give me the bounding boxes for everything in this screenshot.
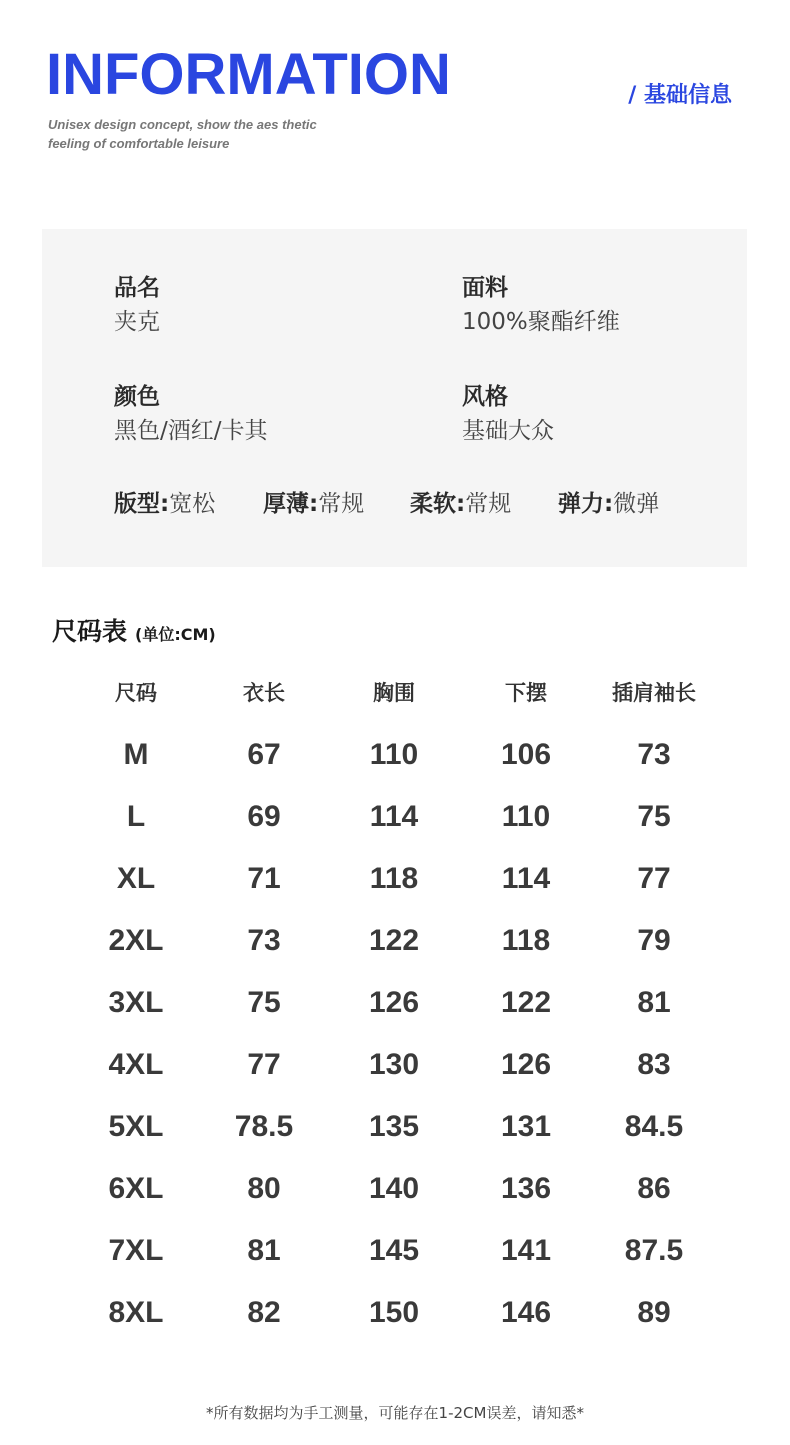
cell-hem: 141: [500, 1234, 552, 1267]
page-subtitle: / 基础信息: [628, 83, 732, 108]
cell-hem: 118: [501, 924, 551, 957]
cell-length: 82: [247, 1296, 281, 1329]
cell-hem: 110: [501, 800, 551, 833]
attribute-label: 厚薄:: [263, 491, 319, 517]
cell-size: 5XL: [108, 1110, 164, 1143]
tagline-line-1: Unisex design concept, show the aes thetic: [48, 117, 317, 132]
color-value: 黑色/酒红/卡其: [114, 418, 268, 444]
product-info-panel: [42, 229, 747, 567]
table-body: [70, 724, 720, 1344]
table-row: [70, 1034, 720, 1096]
attribute-value: 宽松: [169, 491, 216, 517]
cell-sleeve: 83: [637, 1048, 671, 1081]
cell-size: L: [126, 800, 146, 833]
cell-length: 71: [247, 862, 281, 895]
measurement-footnote: *所有数据均为手工测量，可能存在1-2CM误差，请知悉*: [206, 1404, 584, 1422]
table-row: [70, 786, 720, 848]
product-name-value: 夹克: [114, 309, 160, 335]
cell-chest: 126: [368, 986, 420, 1019]
cell-hem: 122: [500, 986, 552, 1019]
table-row: [70, 1220, 720, 1282]
cell-sleeve: 79: [637, 924, 671, 957]
attribute-fit: [114, 485, 215, 518]
size-chart-title: 尺码表: [52, 617, 128, 646]
table-row: [70, 1158, 720, 1220]
cell-size: M: [123, 738, 149, 771]
cell-hem: 131: [500, 1110, 552, 1143]
cell-length: 80: [247, 1172, 281, 1205]
fabric-label: 面料: [462, 275, 508, 301]
attribute-label: 柔软:: [410, 491, 466, 517]
fabric-value: 100%聚酯纤维: [462, 309, 620, 335]
cell-sleeve: 81: [637, 986, 671, 1019]
cell-sleeve: 77: [637, 862, 671, 895]
table-header-row: [70, 662, 720, 724]
cell-length: 78.5: [234, 1110, 294, 1143]
cell-chest: 150: [368, 1296, 420, 1329]
table-row: [70, 1282, 720, 1344]
cell-hem: 146: [500, 1296, 552, 1329]
fabric-field: [462, 273, 620, 337]
cell-sleeve: 87.5: [624, 1234, 684, 1267]
tagline: [48, 115, 317, 153]
table-row: [70, 972, 720, 1034]
style-field: [462, 382, 554, 446]
attribute-value: 常规: [465, 491, 512, 517]
cell-size: 4XL: [108, 1048, 164, 1081]
cell-length: 67: [247, 738, 281, 771]
cell-size: 6XL: [108, 1172, 164, 1205]
cell-chest: 130: [368, 1048, 420, 1081]
cell-hem: 126: [500, 1048, 552, 1081]
cell-size: XL: [116, 862, 156, 895]
cell-length: 69: [247, 800, 281, 833]
column-header-chest: 胸围: [373, 681, 415, 705]
cell-hem: 106: [500, 738, 552, 771]
attribute-label: 弹力:: [558, 491, 614, 517]
cell-size: 7XL: [108, 1234, 164, 1267]
product-name-label: 品名: [114, 275, 160, 301]
page-title: INFORMATION: [46, 42, 451, 107]
cell-sleeve: 86: [637, 1172, 671, 1205]
table-row: [70, 848, 720, 910]
tagline-line-2: feeling of comfortable leisure: [48, 136, 230, 151]
column-header-length: 衣长: [243, 681, 285, 705]
size-table: [70, 662, 720, 1344]
cell-size: 8XL: [108, 1296, 164, 1329]
cell-size: 3XL: [108, 986, 164, 1019]
cell-chest: 118: [369, 862, 419, 895]
color-label: 颜色: [114, 384, 160, 410]
cell-chest: 122: [368, 924, 420, 957]
cell-chest: 114: [369, 800, 419, 833]
cell-sleeve: 89: [637, 1296, 671, 1329]
cell-length: 77: [247, 1048, 281, 1081]
color-field: [114, 382, 268, 446]
attribute-value: 微弹: [613, 491, 660, 517]
cell-sleeve: 84.5: [624, 1110, 684, 1143]
table-row: [70, 724, 720, 786]
attribute-elasticity: [558, 485, 659, 518]
cell-hem: 114: [501, 862, 551, 895]
cell-sleeve: 73: [637, 738, 671, 771]
style-label: 风格: [462, 384, 508, 410]
style-value: 基础大众: [462, 418, 554, 444]
cell-size: 2XL: [108, 924, 164, 957]
column-header-size: 尺码: [115, 681, 157, 705]
cell-chest: 110: [369, 738, 419, 771]
attribute-label: 版型:: [114, 491, 170, 517]
cell-length: 75: [247, 986, 281, 1019]
attribute-softness: [410, 485, 511, 518]
column-header-hem: 下摆: [505, 681, 547, 705]
table-row: [70, 910, 720, 972]
cell-sleeve: 75: [637, 800, 671, 833]
size-chart-unit: (单位:CM): [135, 625, 216, 644]
cell-chest: 145: [368, 1234, 420, 1267]
product-name-field: [114, 273, 160, 337]
cell-length: 73: [247, 924, 281, 957]
table-row: [70, 1096, 720, 1158]
cell-chest: 135: [368, 1110, 420, 1143]
cell-chest: 140: [368, 1172, 420, 1205]
attribute-thickness: [263, 485, 364, 518]
attribute-value: 常规: [318, 491, 365, 517]
size-chart-heading: [52, 612, 216, 648]
cell-hem: 136: [500, 1172, 552, 1205]
cell-length: 81: [247, 1234, 281, 1267]
column-header-sleeve: 插肩袖长: [612, 681, 696, 705]
